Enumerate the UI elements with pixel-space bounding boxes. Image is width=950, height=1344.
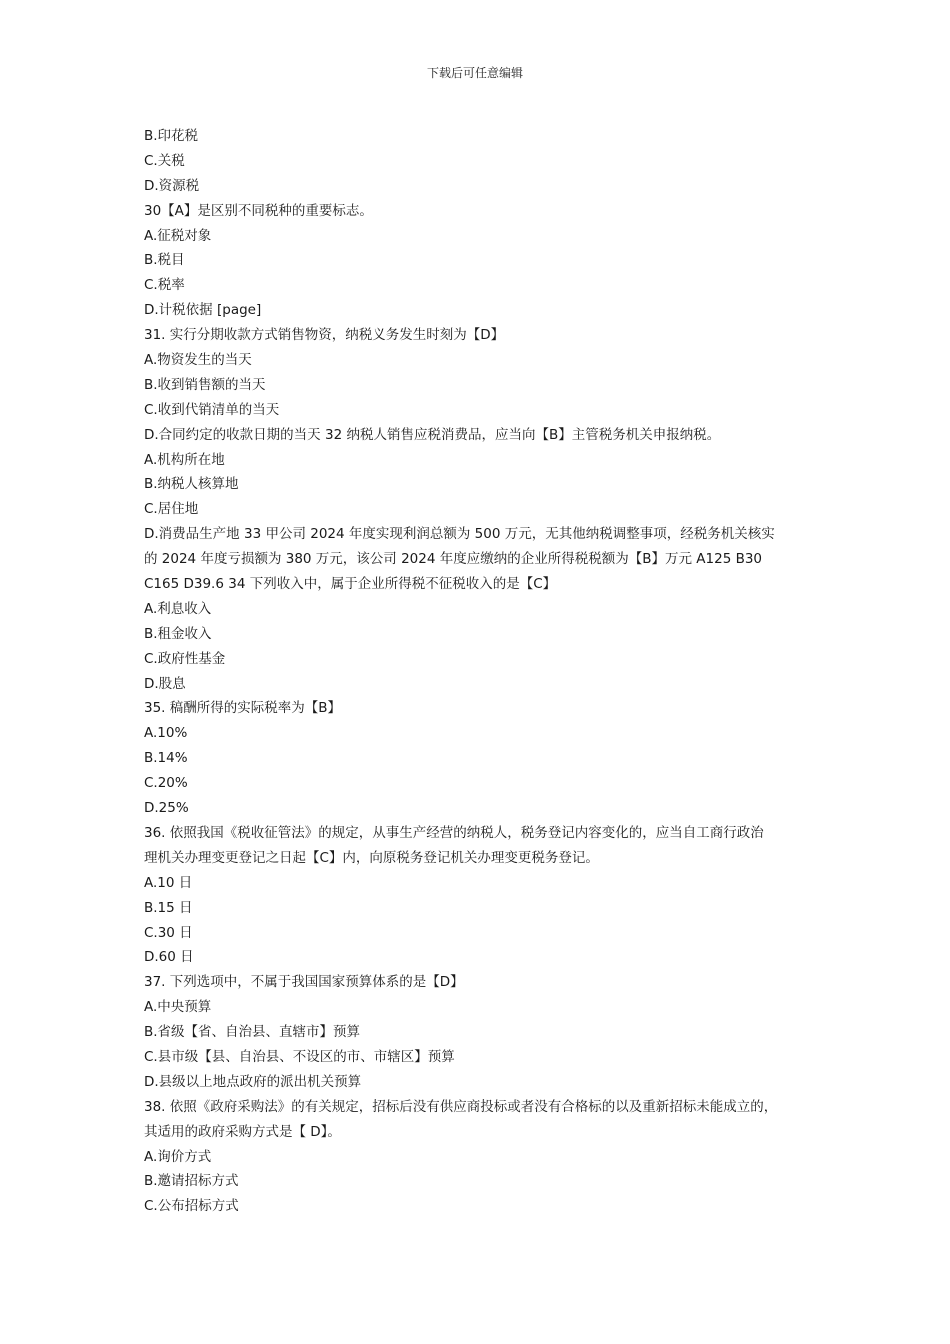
- text-line: 理机关办理变更登记之日起【C】内，向原税务登记机关办理变更税务登记。: [144, 849, 599, 866]
- text-line: 30【A】是区别不同税种的重要标志。: [144, 202, 373, 219]
- text-line: C.收到代销清单的当天: [144, 401, 280, 418]
- text-line: A.10%: [144, 725, 188, 742]
- text-line: A.询价方式: [144, 1148, 212, 1165]
- text-line: D.25%: [144, 800, 189, 817]
- text-line: A.物资发生的当天: [144, 352, 252, 369]
- text-line: B.收到销售额的当天: [144, 376, 266, 393]
- text-line: 36. 依照我国《税收征管法》的规定，从事生产经营的纳税人，税务登记内容变化的，应当自工商行政治: [144, 824, 764, 841]
- text-line: D.60 日: [144, 949, 194, 966]
- text-line: B.租金收入: [144, 625, 212, 642]
- text-line: B.纳税人核算地: [144, 476, 239, 493]
- text-line: C.政府性基金: [144, 650, 226, 667]
- text-line: 38. 依照《政府采购法》的有关规定，招标后没有供应商投标或者没有合格标的以及重新招标未能成立的，: [144, 1098, 778, 1115]
- text-line: 其适用的政府采购方式是【 D】。: [144, 1123, 341, 1140]
- text-line: D.消费品生产地 33 甲公司 2024 年度实现利润总额为 500 万元，无其他纳税调整事项，经税务机关核实: [144, 526, 775, 543]
- text-line: C.20%: [144, 775, 188, 792]
- text-line: B.邀请招标方式: [144, 1173, 239, 1190]
- text-line: B.税目: [144, 252, 185, 269]
- document-body: [144, 124, 816, 1219]
- text-line: D.合同约定的收款日期的当天 32 纳税人销售应税消费品，应当向【B】主管税务机关申报纳税。: [144, 426, 721, 443]
- text-line: A.机构所在地: [144, 451, 225, 468]
- text-line: C.关税: [144, 152, 185, 169]
- text-line: 37. 下列选项中，不属于我国国家预算体系的是【D】: [144, 974, 464, 991]
- text-line: C.公布招标方式: [144, 1198, 239, 1215]
- page-header: 下载后可任意编辑: [426, 66, 523, 80]
- text-line: C.居住地: [144, 501, 199, 518]
- text-line: A.利息收入: [144, 600, 212, 617]
- text-line: C.税率: [144, 277, 185, 294]
- text-line: D.股息: [144, 675, 186, 692]
- text-line: A.中央预算: [144, 999, 212, 1016]
- text-line: B.印花税: [144, 128, 199, 144]
- text-line: B.15 日: [144, 899, 193, 916]
- text-line: D.资源税: [144, 177, 200, 194]
- text-line: 31. 实行分期收款方式销售物资，纳税义务发生时刻为【D】: [144, 327, 505, 344]
- text-line: C.30 日: [144, 924, 193, 941]
- text-line: B.14%: [144, 750, 188, 767]
- text-line: 的 2024 年度亏损额为 380 万元，该公司 2024 年度应缴纳的企业所得税税额为【B】万元 A125 B30: [144, 551, 763, 568]
- text-line: A.征税对象: [144, 227, 212, 244]
- text-line: D.县级以上地点政府的派出机关预算: [144, 1073, 362, 1090]
- text-line: D.计税依据 [page]: [144, 302, 262, 319]
- text-line: B.省级【省、自治县、直辖市】预算: [144, 1024, 361, 1041]
- text-line: 35. 稿酬所得的实际税率为【B】: [144, 700, 342, 717]
- text-line: A.10 日: [144, 874, 193, 891]
- text-line: C165 D39.6 34 下列收入中，属于企业所得税不征税收入的是【C】: [144, 576, 557, 593]
- text-line: C.县市级【县、自治县、不设区的市、市辖区】预算: [144, 1048, 455, 1065]
